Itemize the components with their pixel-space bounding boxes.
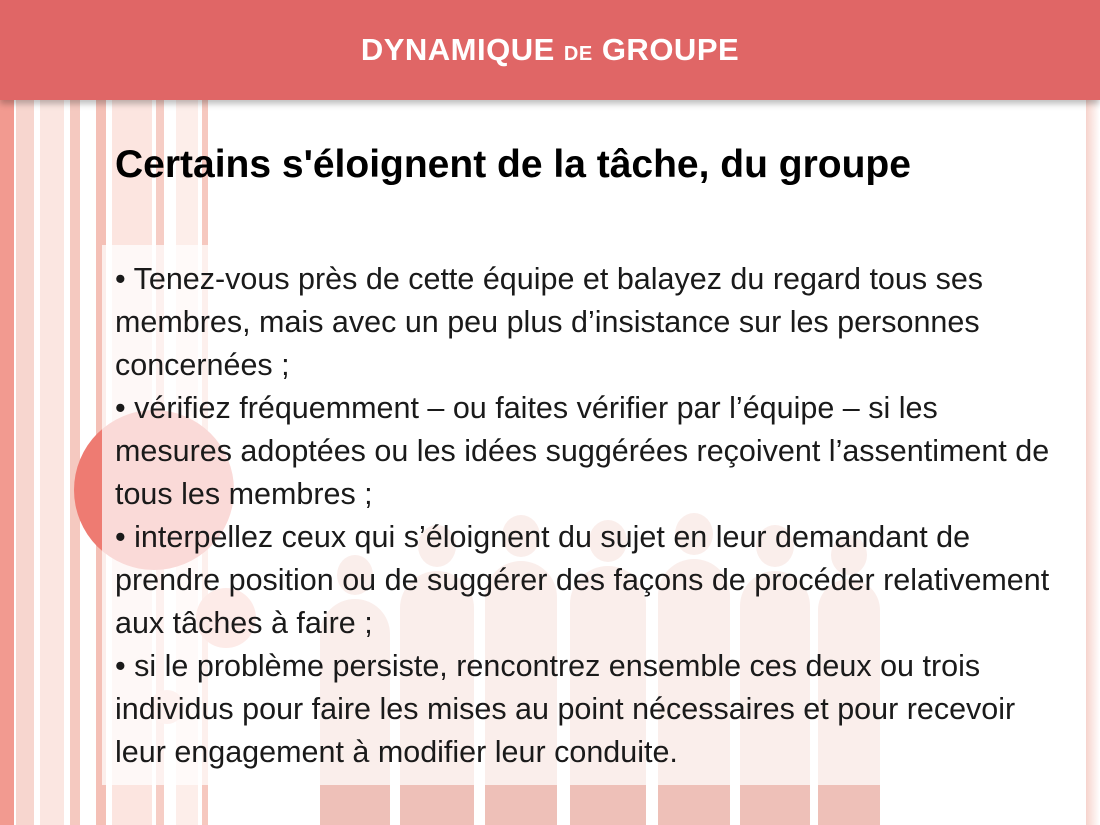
background-stripe [16,0,34,825]
right-edge-stripe [1086,0,1100,825]
left-edge-stripe [0,0,14,825]
slide-heading: Certains s'éloignent de la tâche, du groupe [115,143,911,186]
background-stripe [40,0,64,825]
bullet-item: • si le problème persiste, rencontrez ensemble ces deux ou trois individus pour faire les mises au point nécessaires et pour recevoir leur engagement à modifier leur conduite. [115,649,1016,769]
bullet-list [115,258,1055,774]
bullet-item: • interpellez ceux qui s’éloignent du sujet en leur demandant de prendre position ou de suggérer des façons de procéder relativement aux tâches à faire ; [115,520,1050,640]
header-title-word: GROUPE [601,32,740,67]
bullet-item: • vérifiez fréquemment – ou faites vérifier par l’équipe – si les mesures adoptées ou les idées suggérées reçoivent l’assentiment de tous les membres ; [115,391,1050,511]
header-bar [0,0,1100,100]
bullet-item: • Tenez-vous près de cette équipe et balayez du regard tous ses membres, mais avec un peu plus d’insistance sur les personnes concernées ; [115,262,984,382]
header-title-word: DYNAMIQUE [360,32,555,67]
header-title-small-word: DE [563,43,593,65]
slide-header-title [361,32,739,68]
background-stripe [70,0,80,825]
